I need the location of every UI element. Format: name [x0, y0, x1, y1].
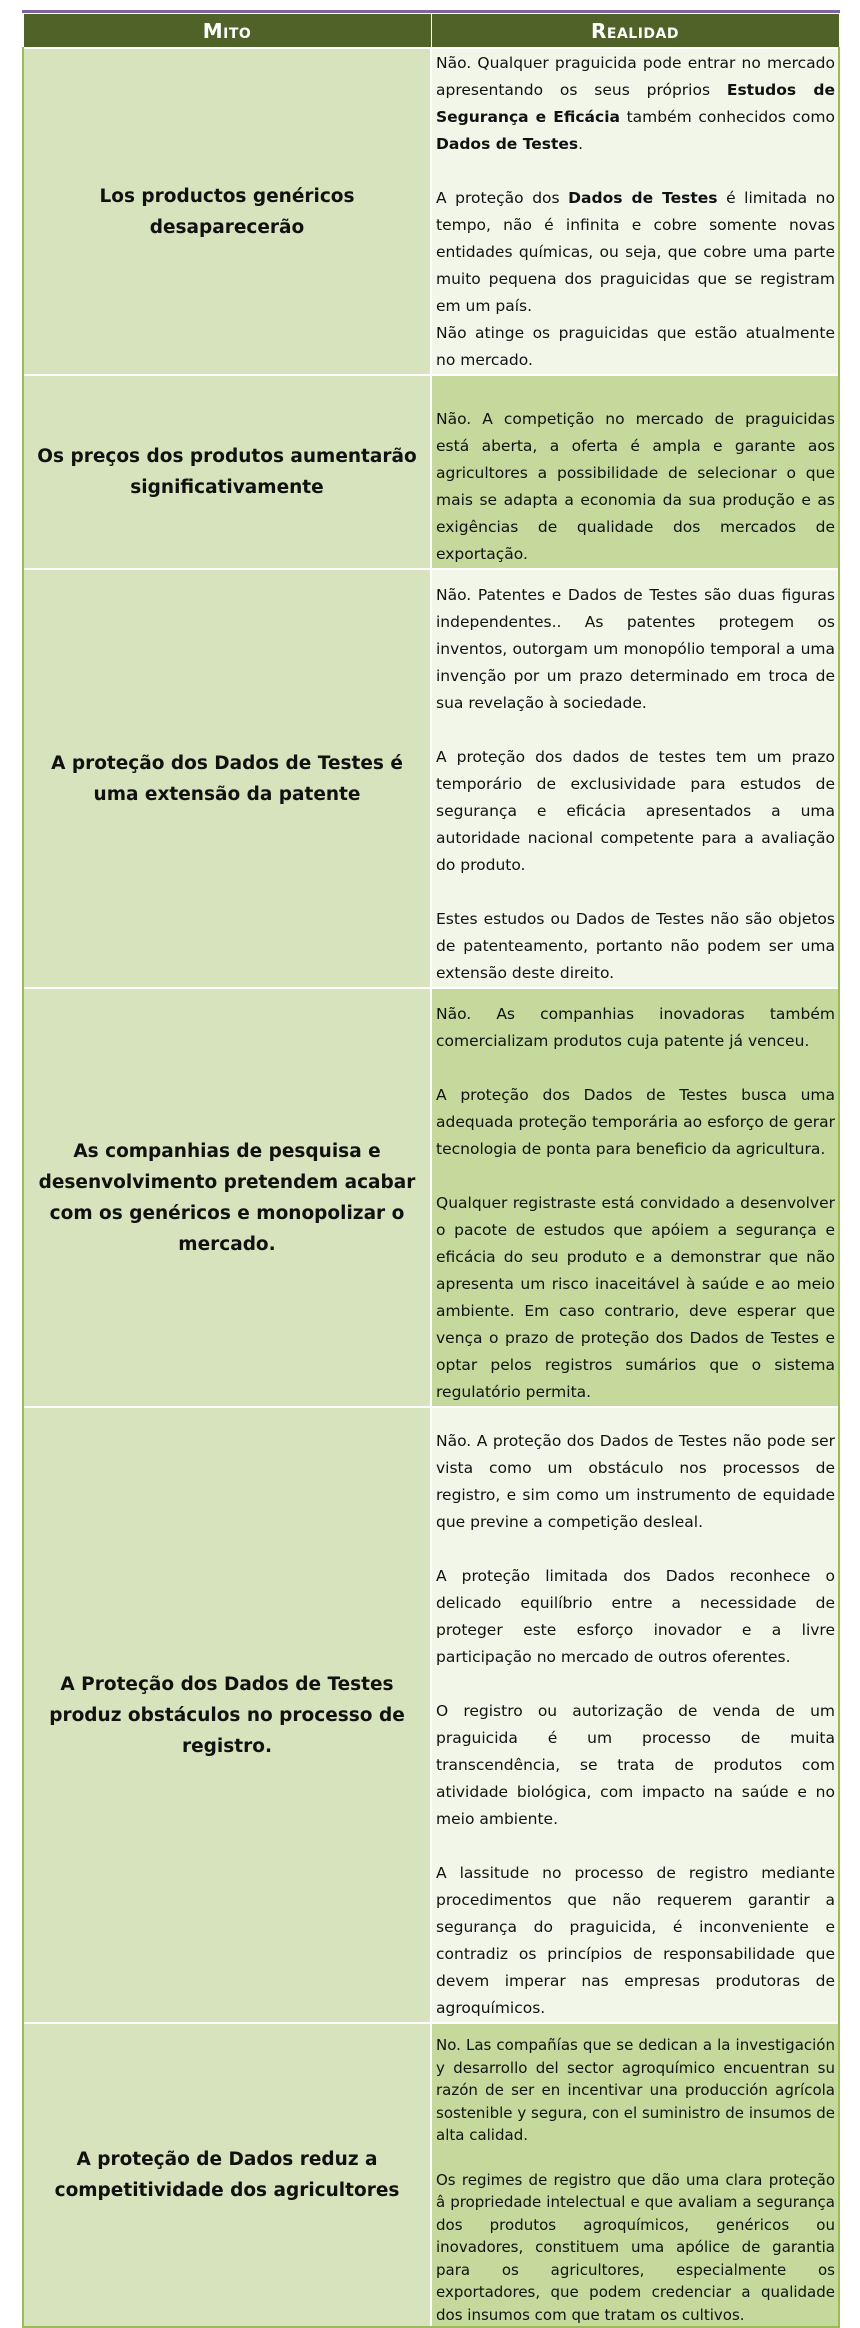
paragraph: No. Las compañías que se dedican a la investigación y desarrollo del sector agroquímico encuentran su razón de ser en incentivar una producción agrícola sostenible y segura, con el suministro de insumos de alta calidad. — [436, 2036, 835, 2144]
realidad-cell — [431, 569, 839, 988]
bold-run: Estudos de Segurança e Eficácia — [436, 81, 835, 126]
mito-cell: Os preços dos produtos aumentarão significativamente — [23, 375, 431, 569]
table-row — [23, 569, 839, 988]
mito-cell: A Proteção dos Dados de Testes produz obstáculos no processo de registro. — [23, 1407, 431, 2023]
table-row — [23, 1407, 839, 2023]
realidad-cell — [431, 988, 839, 1407]
text-run: também conhecidos como — [619, 108, 835, 126]
text-run: . — [578, 135, 584, 153]
myth-reality-table — [22, 13, 840, 2328]
paragraph: Não. Patentes e Dados de Testes são duas figuras independentes.. As patentes protegem os inventos, outorgam um monopólio temporal a uma invenção por um prazo determinado em troca de sua revelação à sociedade. — [436, 586, 835, 712]
realidad-cell — [431, 2023, 839, 2327]
header-row — [23, 14, 839, 49]
realidad-cell — [431, 375, 839, 569]
mito-cell: A proteção dos Dados de Testes é uma extensão da patente — [23, 569, 431, 988]
text-run: A proteção dos — [436, 189, 569, 207]
bold-run: Dados de Testes — [568, 189, 718, 207]
paragraph: Qualquer registraste está convidado a desenvolver o pacote de estudos que apóiem a segurança e eficácia do seu produto e a demonstrar que não apresenta um risco inaceitável à saúde e ao meio ambiente. Em caso contrario, deve esperar que vença o prazo de proteção dos Dados de Testes e optar pelos registros sumários que o sistema regulatório permita. — [436, 1194, 835, 1401]
paragraph: A lassitude no processo de registro mediante procedimentos que não requerem garantir a segurança do praguicida, é inconveniente e contradiz os princípios de responsabilidade que devem imperar nas empresas produtoras de agroquímicos. — [436, 1864, 835, 2017]
header-realidad: Realidad — [431, 14, 839, 49]
table-row — [23, 375, 839, 569]
paragraph: A proteção dos Dados de Testes busca uma adequada proteção temporária ao esforço de gerar tecnologia de ponta para beneficio da agricultura. — [436, 1086, 835, 1158]
header-mito: Mito — [23, 14, 431, 49]
paragraph — [436, 50, 835, 158]
paragraph: A proteção limitada dos Dados reconhece o delicado equilíbrio entre a necessidade de proteger este esforço inovador e a livre participação no mercado de outros oferentes. — [436, 1567, 835, 1666]
text-run: Não. Qualquer praguicida pode entrar no mercado apresentando os seus próprios — [436, 54, 835, 99]
mito-cell: As companhias de pesquisa e desenvolvimento pretendem acabar com os genéricos e monopolizar o mercado. — [23, 988, 431, 1407]
paragraph: Não. A competição no mercado de praguicidas está aberta, a oferta é ampla e garante aos agricultores a possibilidade de selecionar o que mais se adapta a economia da sua produção e as exigências de qualidade dos mercados de exportação. — [436, 410, 835, 563]
paragraph: Os regimes de registro que dão uma clara proteção â propriedade intelectual e que avaliam a segurança dos produtos agroquímicos, genéricos ou inovadores, constituem uma apólice de garantia para os agricultores, especialmente os exportadores, que podem credenciar a qualidade dos insumos com que tratam os cultivos. — [436, 2170, 835, 2324]
table-row — [23, 2023, 839, 2327]
paragraph: Não. A proteção dos Dados de Testes não pode ser vista como um obstáculo nos processos de registro, e sim como um instrumento de equidade que previne a competição desleal. — [436, 1432, 835, 1531]
mito-cell: Los productos genéricos desaparecerão — [23, 48, 431, 375]
realidad-cell — [431, 48, 839, 375]
text-run: Não atinge os praguicidas que estão atualmente no mercado. — [436, 324, 835, 369]
table-row — [23, 988, 839, 1407]
paragraph — [436, 185, 835, 374]
paragraph: A proteção dos dados de testes tem um prazo temporário de exclusividade para estudos de segurança e eficácia apresentados a uma autoridade nacional competente para a avaliação do produto. — [436, 748, 835, 874]
mito-cell: A proteção de Dados reduz a competitividade dos agricultores — [23, 2023, 431, 2327]
table-row — [23, 48, 839, 375]
text-run: é limitada no tempo, não é infinita e cobre somente novas entidades químicas, ou seja, que cobre uma parte muito pequena dos praguicidas que se registram em um país. — [436, 189, 835, 315]
bold-run: Dados de Testes — [436, 135, 579, 153]
paragraph: Estes estudos ou Dados de Testes não são objetos de patenteamento, portanto não podem ser uma extensão deste direito. — [436, 910, 835, 982]
paragraph: O registro ou autorização de venda de um praguicida é um processo de muita transcendência, se trata de produtos com atividade biológica, com impacto na saúde e no meio ambiente. — [436, 1702, 835, 1828]
realidad-cell — [431, 1407, 839, 2023]
paragraph: Não. As companhias inovadoras também comercializam produtos cuja patente já venceu. — [436, 1005, 835, 1050]
